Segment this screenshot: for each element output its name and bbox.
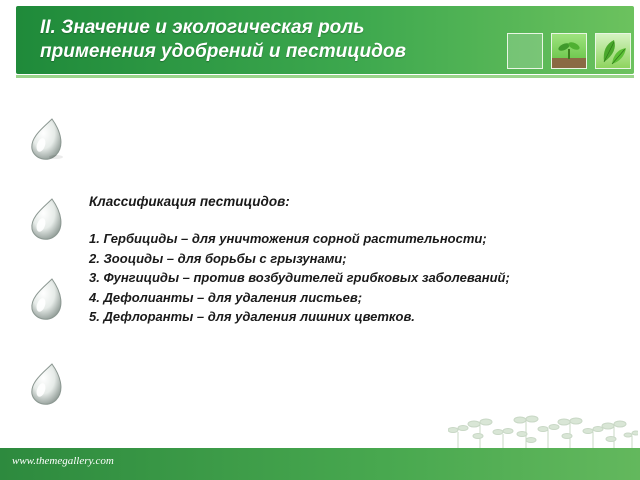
water-drop-icon bbox=[26, 197, 66, 243]
list-item: 3. Фунгициды – против возбудителей грибковых заболеваний; bbox=[89, 270, 510, 285]
water-drop-icon bbox=[26, 117, 66, 163]
list-item: 2. Зооциды – для борьбы с грызунами; bbox=[89, 250, 347, 266]
section-heading: Классификация пестицидов: bbox=[89, 194, 290, 209]
list-item: 5. Дефлоранты – для удаления лишних цветков. bbox=[89, 309, 415, 324]
title-line-1: II. Значение и экологическая роль bbox=[40, 17, 365, 38]
content-block bbox=[89, 194, 619, 327]
leaf-icon bbox=[596, 34, 630, 68]
header-thumbnail-sprout bbox=[551, 33, 587, 69]
list-item: 1. Гербициды – для уничтожения сорной растительности; bbox=[89, 231, 487, 246]
footer-website: www.themegallery.com bbox=[12, 455, 114, 467]
title-underline bbox=[16, 75, 634, 78]
footer-bar bbox=[0, 448, 640, 480]
title-line-2: применения удобрений и пестицидов bbox=[40, 41, 406, 62]
pesticide-list bbox=[89, 229, 619, 327]
header-thumbnail-blank bbox=[507, 33, 543, 69]
sprout-icon bbox=[552, 34, 586, 68]
water-drop-icon bbox=[26, 277, 66, 323]
list-item: 4. Дефолианты – для удаления листьев; bbox=[89, 289, 363, 305]
header-thumbnail-leaves bbox=[595, 33, 631, 69]
water-drop-icon bbox=[26, 362, 66, 408]
title-bar bbox=[16, 6, 634, 74]
slide-title bbox=[40, 16, 470, 64]
